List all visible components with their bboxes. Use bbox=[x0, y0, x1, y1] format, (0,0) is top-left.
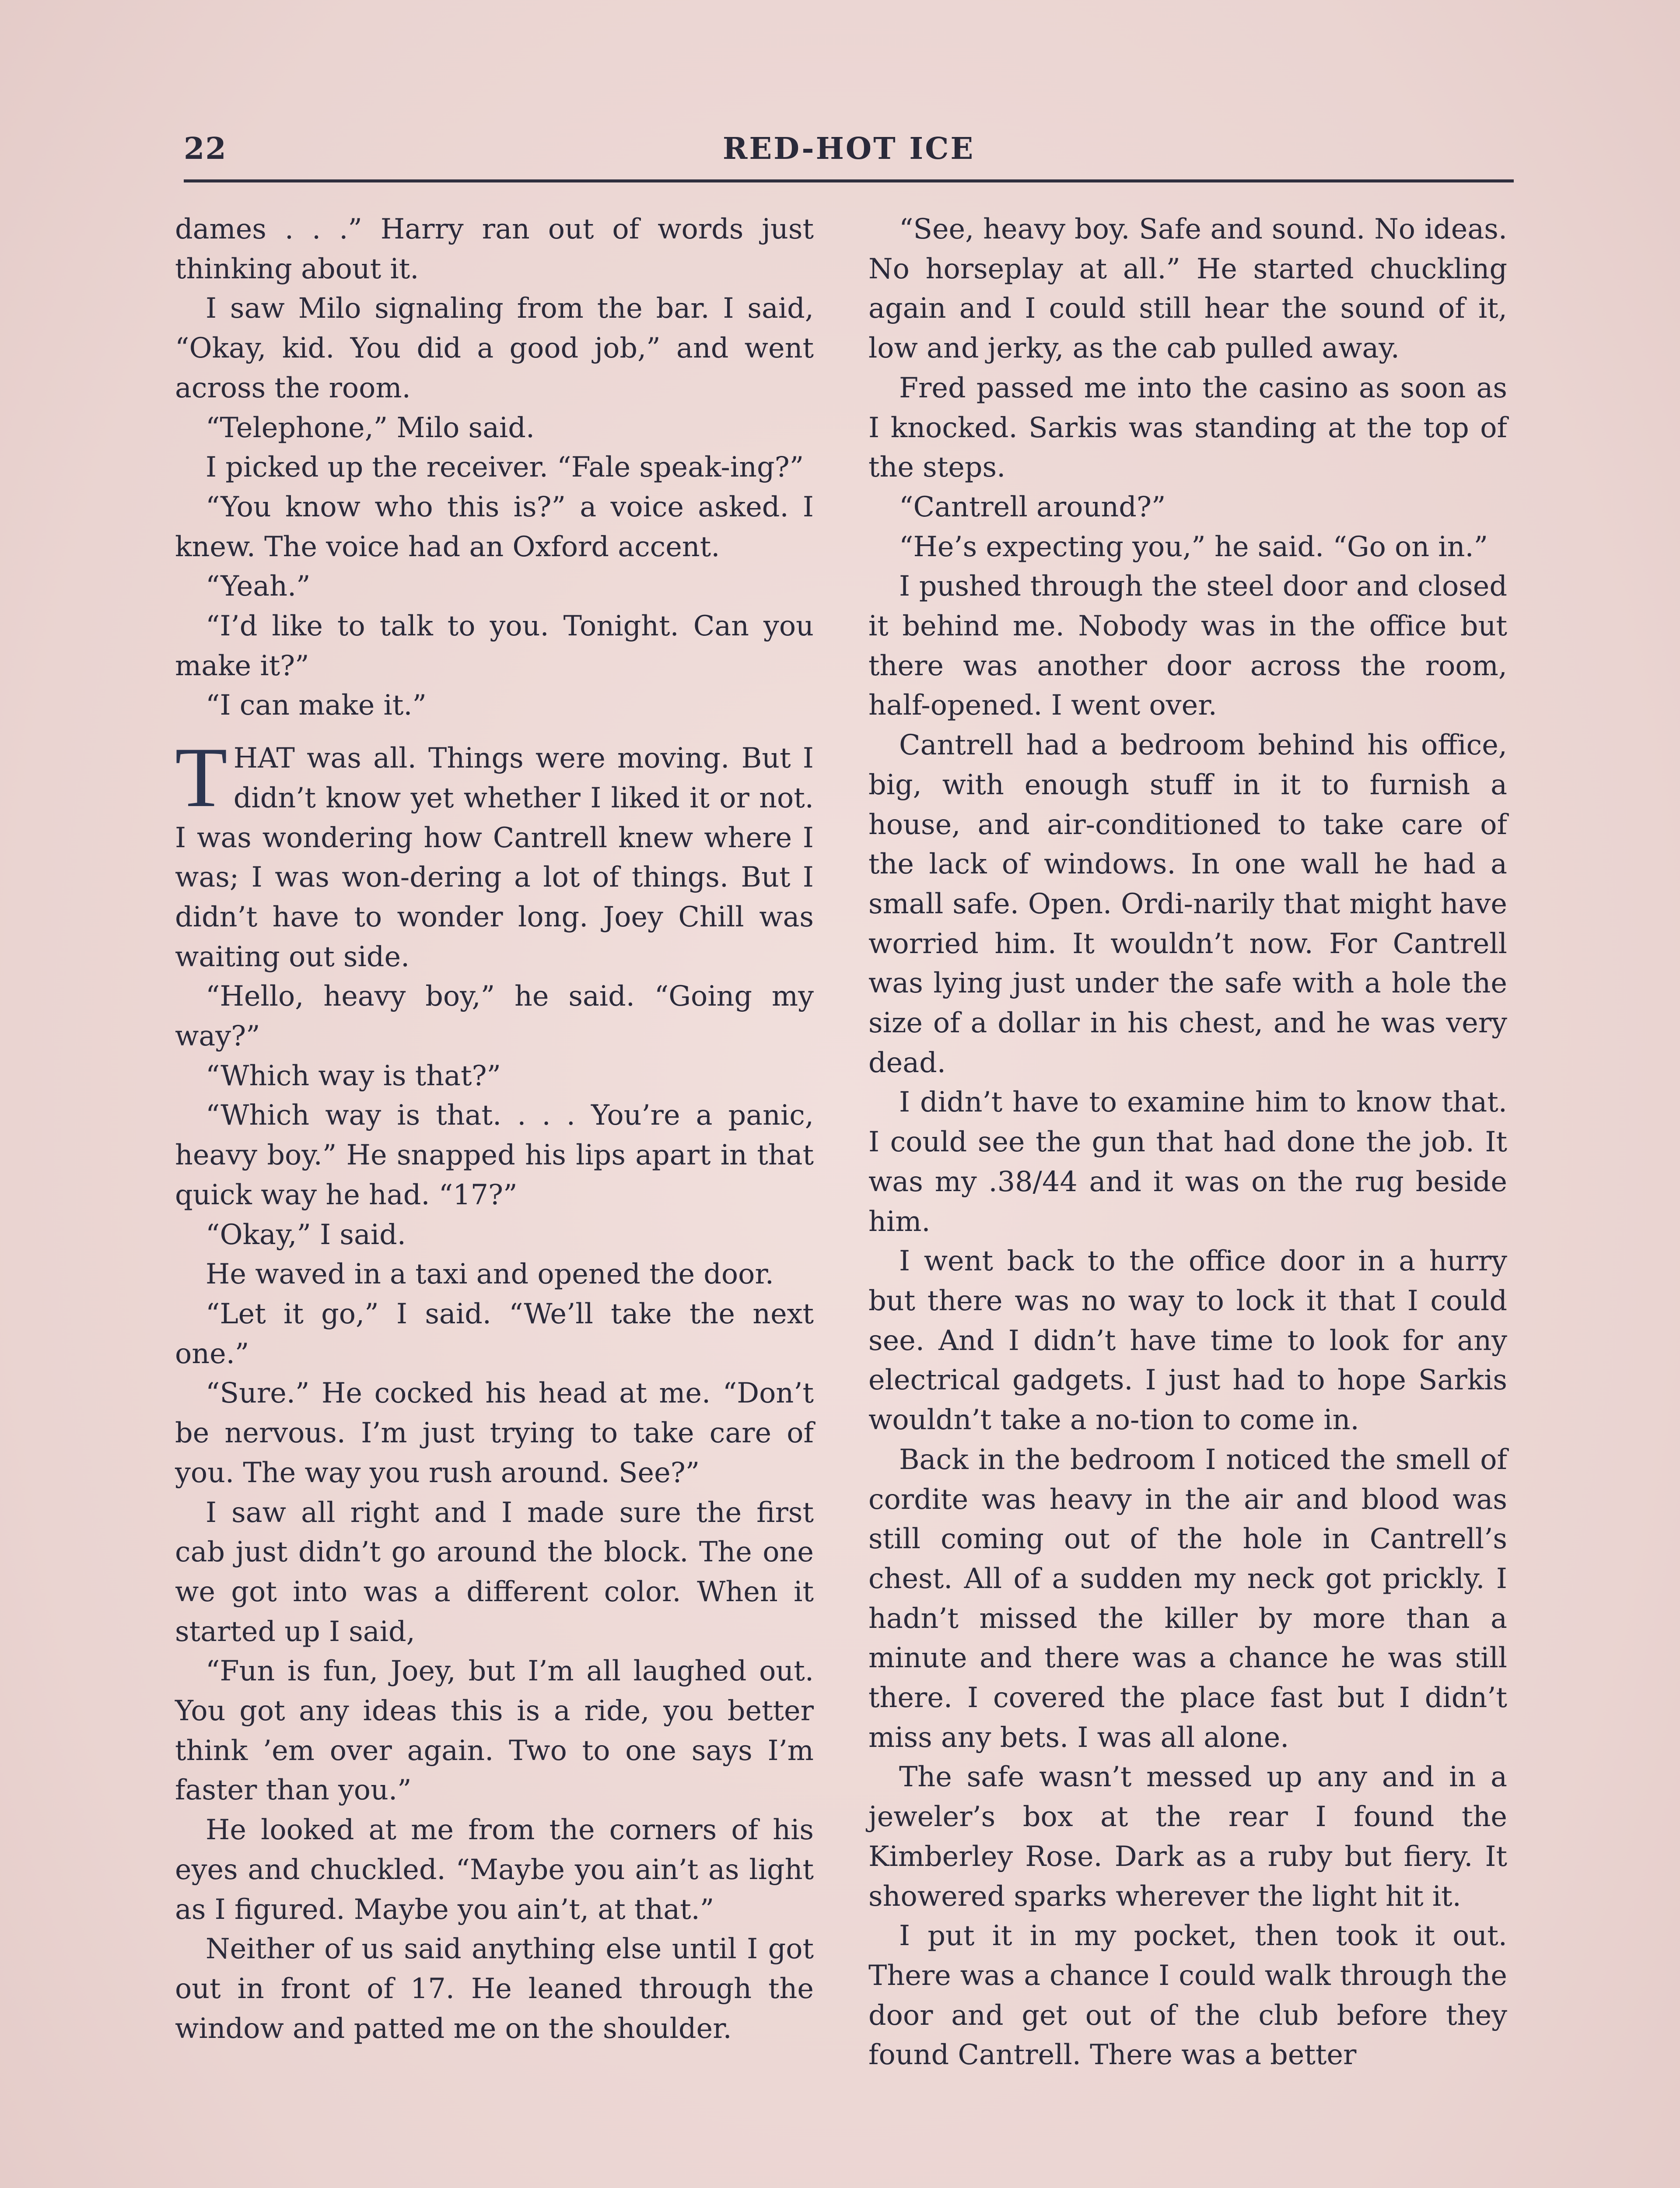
paragraph: I didn’t have to examine him to know that. I could see the gun that had done the job. It was my .38/44 and it was on the rug beside him. bbox=[868, 1086, 1507, 1238]
paragraph: “Yeah.” bbox=[206, 570, 311, 603]
paragraph: Neither of us said anything else until I got out in front of 17. He leaned through the window and patted me on the shoulder. bbox=[175, 1932, 814, 2044]
paragraph: Fred passed me into the casino as soon as I knocked. Sarkis was standing at the top of the steps. bbox=[868, 371, 1507, 484]
page-number: 22 bbox=[184, 131, 227, 166]
paragraph: I went back to the office door in a hurry but there was no way to lock it that I could see. And I didn’t have time to look for any electrical gadgets. I just had to hope Sarkis wouldn’t take a no-tion to come in. bbox=[868, 1245, 1507, 1436]
paragraph: “Hello, heavy boy,” he said. “Going my way?” bbox=[175, 980, 814, 1052]
paragraph: “Which way is that?” bbox=[206, 1059, 501, 1092]
paragraph: “Telephone,” Milo said. bbox=[206, 411, 535, 444]
dropcap-paragraph-text: HAT was all. Things were moving. But I didn’t know yet whether I liked it or not. I was wondering how Cantrell knew where I was; I was won-dering a lot of things. But I didn’t have to wonder long. Joey Chill was waiting out side. bbox=[175, 742, 814, 973]
paragraph: He looked at me from the corners of his eyes and chuckled. “Maybe you ain’t as light as I figured. Maybe you ain’t, at that.” bbox=[175, 1813, 814, 1925]
paragraph: I picked up the receiver. “Fale speak-ing?” bbox=[206, 451, 804, 484]
left-column bbox=[175, 209, 814, 2048]
paragraph: “Sure.” He cocked his head at me. “Don’t be nervous. I’m just trying to take care of you. The way you rush around. See?” bbox=[175, 1377, 814, 1489]
paragraph: I saw Milo signaling from the bar. I said, “Okay, kid. You did a good job,” and went across the room. bbox=[175, 292, 814, 404]
running-head: RED-HOT ICE bbox=[722, 131, 975, 166]
drop-cap: T bbox=[175, 730, 228, 825]
paragraph: He waved in a taxi and opened the door. bbox=[206, 1258, 774, 1290]
paragraph: “He’s expecting you,” he said. “Go on in.” bbox=[899, 530, 1488, 563]
page-header bbox=[184, 131, 1514, 182]
paragraph: “Okay,” I said. bbox=[206, 1218, 406, 1251]
paragraph: “See, heavy boy. Safe and sound. No ideas. No horseplay at all.” He started chuckling again and I could still hear the sound of it, low and jerky, as the cab pulled away. bbox=[868, 213, 1507, 365]
paragraph: dames . . .” Harry ran out of words just thinking about it. bbox=[175, 213, 814, 285]
paragraph: Back in the bedroom I noticed the smell of cordite was heavy in the air and blood was still coming out of the hole in Cantrell’s chest. All of a sudden my neck got prickly. I hadn’t missed the killer by more than a minute and there was a chance he was still there. I covered the place fast but I didn’t miss any bets. I was all alone. bbox=[868, 1443, 1507, 1753]
paragraph: “I’d like to talk to you. Tonight. Can you make it?” bbox=[175, 610, 814, 682]
paragraph: “You know who this is?” a voice asked. I knew. The voice had an Oxford accent. bbox=[175, 490, 814, 563]
right-column bbox=[868, 209, 1507, 2075]
paragraph: Cantrell had a bedroom behind his office, big, with enough stuff in it to furnish a house, and air-conditioned to take care of the lack of windows. In one wall he had a small safe. Open. Ordi-narily that might have worried him. It wouldn’t now. For Cantrell was lying just under the safe with a hole the size of a dollar in his chest, and he was very dead. bbox=[868, 729, 1507, 1079]
paragraph: “Cantrell around?” bbox=[899, 490, 1166, 523]
section-break-paragraph bbox=[175, 730, 814, 976]
paragraph: “I can make it.” bbox=[206, 689, 427, 722]
paragraph: “Let it go,” I said. “We’ll take the next one.” bbox=[175, 1297, 814, 1370]
paragraph: I saw all right and I made sure the first cab just didn’t go around the block. The one we got into was a different color. When it started up I said, bbox=[175, 1496, 814, 1648]
paragraph: “Which way is that. . . . You’re a panic, heavy boy.” He snapped his lips apart in that quick way he had. “17?” bbox=[175, 1099, 814, 1211]
paragraph: I pushed through the steel door and closed it behind me. Nobody was in the office but there was another door across the room, half-opened. I went over. bbox=[868, 570, 1507, 722]
paragraph: “Fun is fun, Joey, but I’m all laughed out. You got any ideas this is a ride, you better think ’em over again. Two to one says I’m faster than you.” bbox=[175, 1655, 814, 1806]
paragraph: The safe wasn’t messed up any and in a jeweler’s box at the rear I found the Kimberley Rose. Dark as a ruby but fiery. It showered sparks wherever the light hit it. bbox=[868, 1760, 1507, 1912]
paragraph: I put it in my pocket, then took it out. There was a chance I could walk through the door and get out of the club before they found Cantrell. There was a better bbox=[868, 1919, 1507, 2071]
